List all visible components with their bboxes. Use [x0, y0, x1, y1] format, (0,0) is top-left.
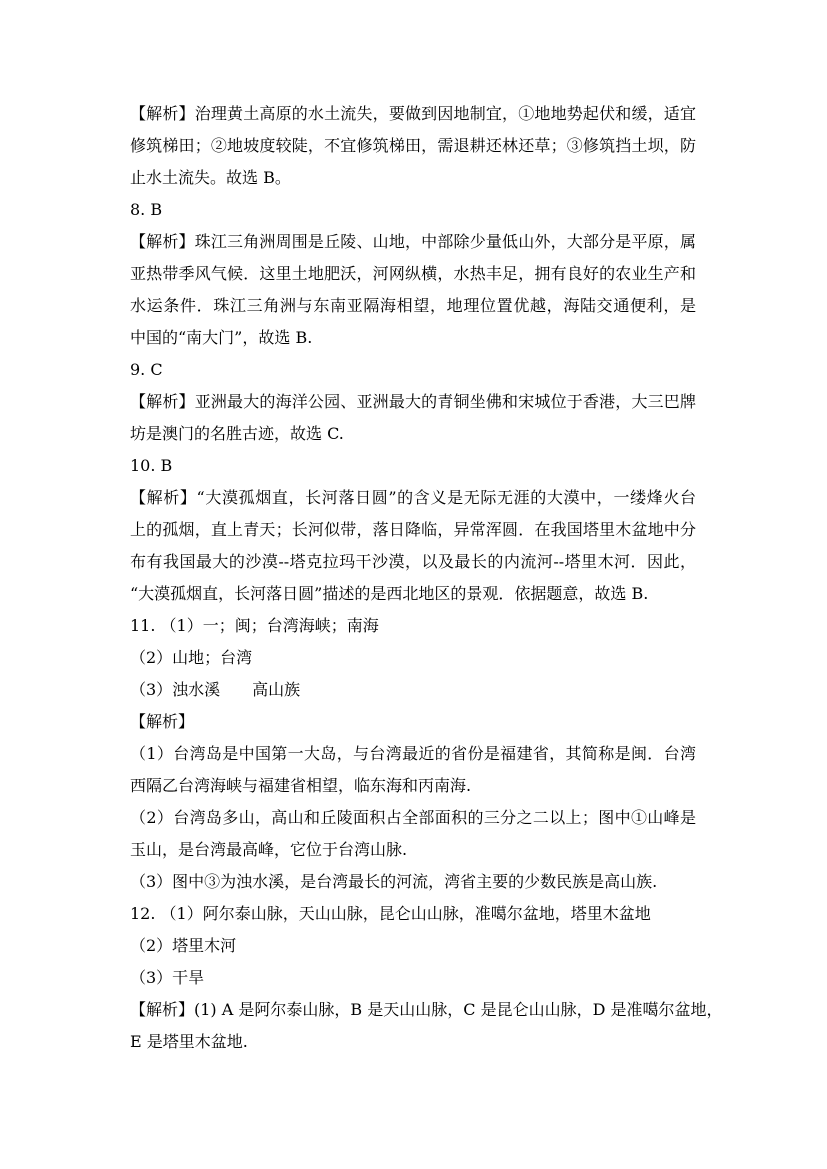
text-line: 止水土流失。故选 B。: [130, 168, 291, 187]
text-line: 【解析】珠江三角洲周围是丘陵、山地，中部除少量低山外，大部分是平原，属: [130, 232, 696, 251]
text-line: 亚热带季风气候．这里土地肥沃，河网纵横，水热丰足，拥有良好的农业生产和: [130, 264, 696, 283]
text-line: 9. C: [130, 360, 163, 379]
text-line: 【解析】“大漠孤烟直，长河落日圆”的含义是无际无涯的大漠中，一缕烽火台: [130, 488, 696, 507]
text-line: 8. B: [130, 200, 163, 219]
text-line: 【解析】亚洲最大的海洋公园、亚洲最大的青铜坐佛和宋城位于香港，大三巴牌: [130, 392, 696, 411]
text-line: 10. B: [130, 456, 173, 475]
text-line: 中国的“南大门”，故选 B.: [130, 328, 313, 347]
text-line: 布有我国最大的沙漠--塔克拉玛干沙漠，以及最长的内流河--塔里木河．因此，: [130, 552, 696, 571]
text-line: 西隔乙台湾海峡与福建省相望，临东海和丙南海.: [130, 776, 472, 795]
text-line: E 是塔里木盆地.: [130, 1032, 248, 1051]
text-line: （3）浊水溪 高山族: [130, 680, 301, 699]
text-line: 11. （1）一；闽；台湾海峡；南海: [130, 616, 379, 635]
text-line: 水运条件．珠江三角洲与东南亚隔海相望，地理位置优越，海陆交通便利，是: [130, 296, 696, 315]
text-line: 坊是澳门的名胜古迹，故选 C.: [130, 424, 344, 443]
text-line: （2）塔里木河: [130, 936, 237, 955]
text-line: （1）台湾岛是中国第一大岛，与台湾最近的省份是福建省，其简称是闽．台湾: [130, 744, 696, 763]
text-line: 【解析】: [130, 712, 195, 731]
text-line: 【解析】治理黄土高原的水土流失，要做到因地制宜，①地地势起伏和缓，适宜: [130, 104, 696, 123]
text-line: （2）山地；台湾: [130, 648, 253, 667]
text-line: （2）台湾岛多山，高山和丘陵面积占全部面积的三分之二以上；图中①山峰是: [130, 808, 696, 827]
text-line: 玉山，是台湾最高峰，它位于台湾山脉.: [130, 840, 408, 859]
text-line: （3）图中③为浊水溪，是台湾最长的河流，湾省主要的少数民族是高山族.: [130, 872, 658, 891]
text-line: 修筑梯田；②地坡度较陡，不宜修筑梯田，需退耕还林还草；③修筑挡土坝，防: [130, 136, 696, 155]
text-line: 12. （1）阿尔泰山脉，天山山脉，昆仑山山脉，准噶尔盆地，塔里木盆地: [130, 904, 651, 923]
text-line: （3）干旱: [130, 968, 205, 987]
text-line: “大漠孤烟直，长河落日圆”描述的是西北地区的景观．依据题意，故选 B.: [130, 584, 649, 603]
text-line: 上的孤烟，直上青天；长河似带，落日降临，异常浑圆．在我国塔里木盆地中分: [130, 520, 696, 539]
text-line: 【解析】(1) A 是阿尔泰山脉，B 是天山山脉，C 是昆仑山山脉，D 是准噶尔盆地，: [130, 1000, 723, 1019]
